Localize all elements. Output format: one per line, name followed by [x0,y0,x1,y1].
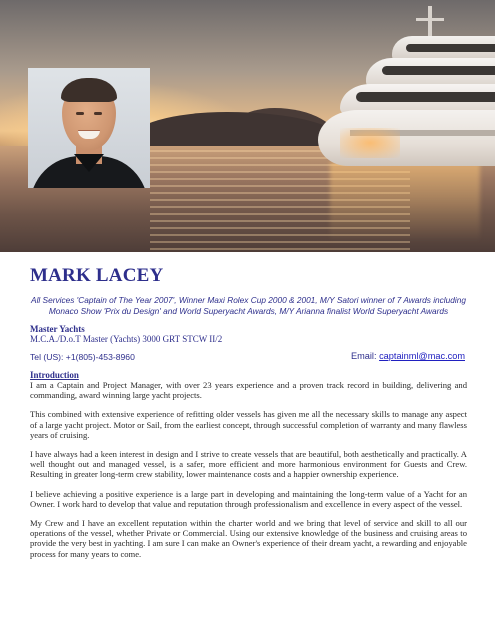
email-line [351,351,465,361]
yacht-window [382,66,495,75]
intro-paragraph: I am a Captain and Project Manager, with over 23 years experience and a proven track record in building, delivering and commanding, award winning large yacht projects. [30,380,467,401]
qualifications-heading: Master Yachts [30,324,85,334]
introduction-heading: Introduction [30,370,79,380]
email-link[interactable]: captainml@mac.com [379,351,465,361]
qualifications-detail: M.C.A./D.o.T Master (Yachts) 3000 GRT STCW II/2 [30,334,223,344]
candidate-name: MARK LACEY [30,265,164,286]
yacht-mast-arm [416,18,444,21]
phone-number: Tel (US): +1(805)-453-8960 [30,352,135,362]
yacht-sunset-banner [0,0,495,252]
awards-summary: All Services 'Captain of The Year 2007', Winner Maxi Rolex Cup 2000 & 2001, M/Y Satori winner of 7 Awards including Monaco Show 'Prix du Design' and World Superyacht Awards, M/Y Arianna finalist World Superyacht Awards [31,295,466,316]
email-label: Email: [350,351,380,361]
intro-paragraph: My Crew and I have an excellent reputation within the charter world and we bring that level of service and skill to all our operations of the vessel, whether Private or Commercial. Using our extensive knowledge of the business and cruising areas to provide the very best in yachting. I am sure I can make an Owner's experience of their dream yacht, a rewarding and enjoyable process for many years to come. [30,518,467,559]
yacht-reflection [330,162,480,242]
yacht-window [406,44,495,52]
yacht-mast [428,6,432,38]
intro-paragraph: I have always had a keen interest in design and I strive to create vessels that are beautiful, both aesthetically and practically. A well thought out and managed vessel, is a safer, more efficient and more harmonious environment for Guests and Crew. Resulting in greater long-term crew stability, lower maintenance costs and a happier ownership experience. [30,449,467,480]
yacht-light-glow [340,128,400,158]
portrait-eye [76,112,84,115]
profile-photo [28,68,150,188]
intro-paragraph: I believe achieving a positive experience is a large part in developing and maintaining the long-term value of a Yacht for an Owner. I work hard to develop that value and reputation through professionalism and excellence in every aspect of the vessel. [30,488,467,509]
intro-paragraph: This combined with extensive experience of refitting older vessels has given me all the necessary skills to manage any aspect of a large yacht project. Motor or Sail, from the earliest concept, through successful completion of warranty and many flawless years of cruising. [30,409,467,440]
portrait-eye [94,112,102,115]
introduction-body [30,380,467,568]
yacht-window [356,92,495,102]
portrait-hair [61,78,117,102]
